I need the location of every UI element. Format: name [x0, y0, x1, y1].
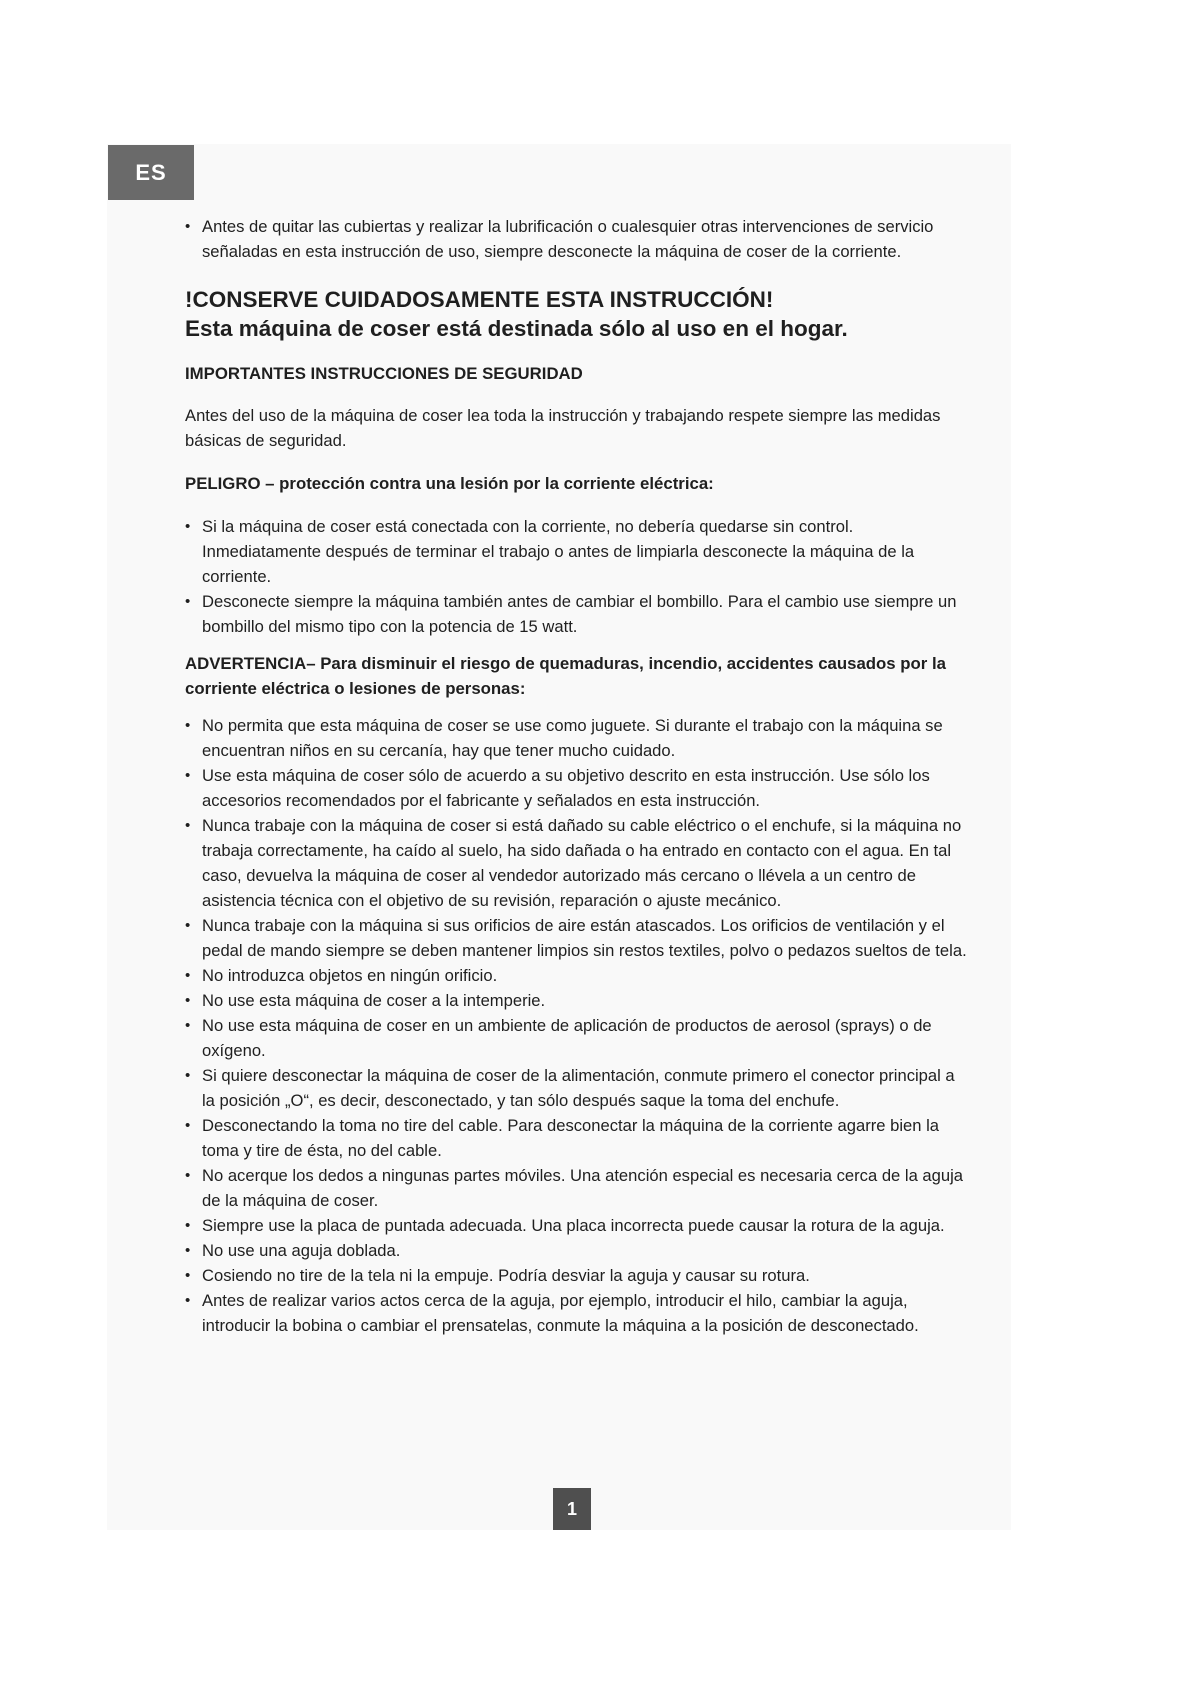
list-item: • No acerque los dedos a ningunas partes móviles. Una atención especial es necesaria cerca de la aguja de la máquina de coser.: [185, 1163, 971, 1213]
list-item: • Cosiendo no tire de la tela ni la empuje. Podría desviar la aguja y causar su rotura.: [185, 1263, 971, 1288]
list-item: • Nunca trabaje con la máquina si sus orificios de aire están atascados. Los orificios de ventilación y el pedal de mando siempre se deben mantener limpios sin restos textiles, polvo o pedazos sueltos de tela.: [185, 913, 971, 963]
list-item: • Antes de quitar las cubiertas y realizar la lubrificación o cualesquier otras intervenciones de servicio señaladas en esta instrucción de uso, siempre desconecte la máquina de coser de la corriente.: [185, 214, 971, 264]
list-item: • Use esta máquina de coser sólo de acuerdo a su objetivo descrito en esta instrucción. Use sólo los accesorios recomendados por el fabricante y señalados en esta instrucción.: [185, 763, 971, 813]
sub-title: Esta máquina de coser está destinada sólo al uso en el hogar.: [185, 316, 848, 341]
warning-list: [185, 713, 971, 1338]
list-item: • Nunca trabaje con la máquina de coser si está dañado su cable eléctrico o el enchufe, si la máquina no trabaja correctamente, ha caído al suelo, ha sido dañada o ha entrado en contacto con el agua. En tal caso, devuelva la máquina de coser al vendedor autorizado más cercano o llévela a un centro de asistencia técnica con el objetivo de su revisión, reparación o ajuste mecánico.: [185, 813, 971, 913]
list-item: • Antes de realizar varios actos cerca de la aguja, por ejemplo, introducir el hilo, cambiar la aguja, introducir la bobina o cambiar el prensatelas, conmute la máquina a la posición de desconectado.: [185, 1288, 971, 1338]
list-item: • Desconectando la toma no tire del cable. Para desconectar la máquina de la corriente agarre bien la toma y tire de ésta, no del cable.: [185, 1113, 971, 1163]
list-item: • No permita que esta máquina de coser se use como juguete. Si durante el trabajo con la máquina se encuentran niños en su cercanía, hay que tener mucho cuidado.: [185, 713, 971, 763]
list-item: • Desconecte siempre la máquina también antes de cambiar el bombillo. Para el cambio use siempre un bombillo del mismo tipo con la potencia de 15 watt.: [185, 589, 971, 639]
title-block: [185, 285, 971, 343]
list-item: • No introduzca objetos en ningún orificio.: [185, 963, 971, 988]
language-tab: ES: [108, 145, 194, 200]
list-item: • Si quiere desconectar la máquina de coser de la alimentación, conmute primero el conector principal a la posición „O“, es decir, desconectado, y tan sólo después saque la toma del enchufe.: [185, 1063, 971, 1113]
list-item: • No use esta máquina de coser en un ambiente de aplicación de productos de aerosol (sprays) o de oxígeno.: [185, 1013, 971, 1063]
intro-list: [185, 214, 971, 264]
list-item: • No use una aguja doblada.: [185, 1238, 971, 1263]
warning-heading: ADVERTENCIA– Para disminuir el riesgo de quemaduras, incendio, accidentes causados por la corriente eléctrica o lesiones de personas:: [185, 654, 946, 698]
danger-list: [185, 514, 971, 639]
safety-intro: Antes del uso de la máquina de coser lea toda la instrucción y trabajando respete siempre las medidas básicas de seguridad.: [185, 406, 941, 450]
page-number: 1: [553, 1488, 591, 1530]
list-item: • No use esta máquina de coser a la intemperie.: [185, 988, 971, 1013]
main-title: !CONSERVE CUIDADOSAMENTE ESTA INSTRUCCIÓN!: [185, 287, 774, 312]
list-item: • Si la máquina de coser está conectada con la corriente, no debería quedarse sin control. Inmediatamente después de terminar el trabajo o antes de limpiarla desconecte la máquina de la corriente.: [185, 514, 971, 589]
list-item: • Siempre use la placa de puntada adecuada. Una placa incorrecta puede causar la rotura de la aguja.: [185, 1213, 971, 1238]
danger-heading: PELIGRO – protección contra una lesión por la corriente eléctrica:: [185, 474, 714, 493]
page-content: [185, 214, 971, 1338]
safety-heading: IMPORTANTES INSTRUCCIONES DE SEGURIDAD: [185, 364, 583, 383]
